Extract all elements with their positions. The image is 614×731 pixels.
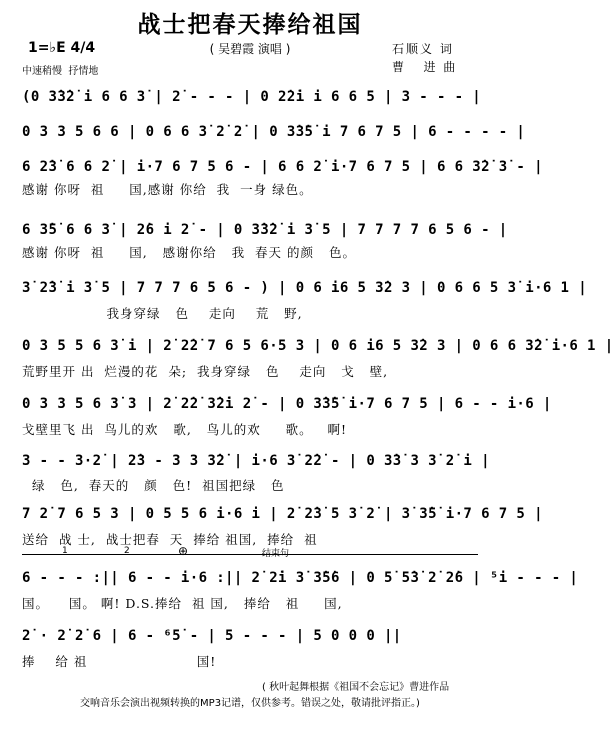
lyrics-line-3: 感谢 你呀 祖 国,感谢 你给 我 一身 绿色。 (22, 182, 313, 197)
notation-line-5: 3̇ 2̇3̇ i 3̇ 5 | 7 7 7 6 5 6 - ) | 0 6 i6 5 3̇2 3 | 0 6 6 5 3̇ i·6 1 | (22, 280, 588, 296)
notation-line-11: 2̇ · 2̇ 2̇ 6 | 6 - ⁶5̇ - | 5 - - - | 5 0 0 0 || (22, 628, 402, 644)
key-signature: 1=♭E 4/4 (28, 40, 96, 56)
lyrics-line-4: 感谢 你呀 祖 国, 感谢你给 我 春天 的颜 色。 (22, 245, 356, 260)
ending-phrase-marker: 结束句 (262, 549, 290, 559)
arrangement-note: ( 秋叶起舞根据《祖国不会忘记》曹进作品 (262, 682, 450, 693)
performer-subtitle: ( 吴碧霞 演唱 ) (209, 42, 291, 56)
volta-1-marker: 1 (62, 546, 68, 556)
notation-line-4: 6 3̇5̇ 6 6 3̇ | 2̇6 i 2̇ - | 0 3̇3̇2̇ i 3̇ 5 | 7 7 7 7 6 5 6 - | (22, 222, 508, 238)
lyrics-line-8: 绿 色, 春天的 颜 色! 祖国把绿 色 (22, 478, 285, 493)
notation-line-6: 0 3 5 5 6 3̇ i | 2̇ 2̇2̇ 7 6 5 6·5 3 | 0 6 i6 5 3̇2 3 | 0 6 6 3̇2̇ i·6 1 | (22, 338, 614, 354)
volta-2-marker: 2 (124, 546, 130, 556)
lyrics-line-7: 戈壁里飞 出 鸟儿的欢 歌, 鸟儿的欢 歌。 啊! (22, 422, 348, 437)
lyricist-credit: 石顺义 词 (392, 42, 454, 56)
notation-line-2: 0 3 3 5 6 6 | 0 6 6 3̇ 2̇ 2̇ | 0 3̇3̇5̇ i 7 6 7 5 | 6 - - - - | (22, 124, 526, 140)
lyrics-line-5: 我身穿绿 色 走向 荒 野, (22, 306, 303, 321)
lyrics-line-6: 荒野里开 出 烂漫的花 朵; 我身穿绿 色 走向 戈 壁, (22, 364, 389, 379)
song-title: 战士把春天捧给祖国 (137, 12, 363, 38)
tempo-marking: 中速稍慢 抒情地 (22, 66, 99, 77)
notation-line-7: 0 3 3 5 6 3̇ 3 | 2̇ 2̇2̇ 3̇2̇i 2̇ - | 0 3̇3̇5̇ i·7 6 7 5 | 6 - - i·6 | (22, 396, 552, 412)
notation-line-9: 7 2̇ 7 6 5 3 | 0 5 5 6 i·6 i | 2̇ 2̇3̇ 5 3̇ 2̇ | 3̇ 3̇5̇ i·7 6 7 5 | (22, 506, 543, 522)
lyrics-line-11: 捧 给 祖 国! (22, 654, 217, 669)
lyrics-line-10: 国。 国。 啊! D.S.捧给 祖 国, 捧给 祖 国, (22, 596, 343, 611)
transcription-disclaimer: 交响音乐会演出视频转换的MP3记谱，仅供参考。错误之处，敬请批评指正。) (80, 698, 420, 709)
lyrics-line-9: 送给 战 士, 战士把春 天 捧给 祖国, 捧给 祖 (22, 532, 318, 547)
coda-icon: ⊕ (178, 544, 189, 558)
notation-line-8: 3 - - 3·2̇ | 2̇3 - 3 3 3̇2̇ | i·6 3̇ 2̇2̇ - | 0 3̇3̇ 3 3̇ 2̇ i | (22, 453, 490, 469)
notation-line-3: 6 2̇3̇ 6 6 2̇ | i·7 6 7 5 6 - | 6 6 2̇ i·7 6 7 5 | 6 6 3̇2̇ 3̇ - | (22, 159, 543, 175)
notation-line-10: 6 - - - :|| 6 - - i·6 :|| 2̇ 2̇i 3̇ 3̇5̇6 | 0 5̇ 5̇3̇ 2̇ 2̇6 | ⁵i - - - | (22, 570, 579, 586)
volta-bracket-line (22, 554, 478, 555)
notation-line-1: (0 3̇3̇2̇ i 6 6 3̇ | 2̇ - - - | 0 2̇2̇i i 6 6 5 | 3 - - - | (22, 89, 482, 105)
composer-credit: 曹 进 曲 (392, 60, 458, 74)
